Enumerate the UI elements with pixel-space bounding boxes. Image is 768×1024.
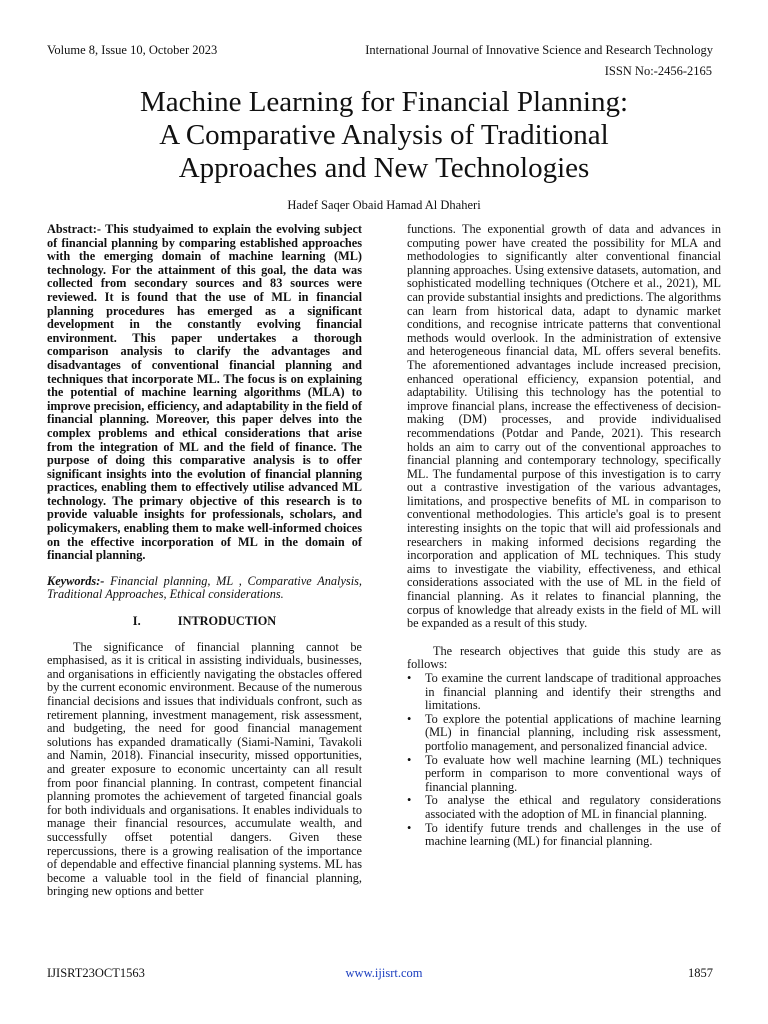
bullet-icon: • bbox=[407, 793, 412, 808]
journal-url-link[interactable]: www.ijisrt.com bbox=[345, 966, 423, 980]
right-column bbox=[407, 223, 721, 849]
author-name: Hadef Saqer Obaid Hamad Al Dhaheri bbox=[287, 198, 481, 212]
title-line: Approaches and New Technologies bbox=[178, 152, 590, 184]
abstract: Abstract:- This studyaimed to explain the evolving subject of financial planning by comparing established approaches with the emerging domain of machine learning (ML) technology. For the attainment of this goal, the data was collected from secondary sources and 83 sources were reviewed. It is found that the use of ML in financial planning procedures has emerged as a significant development in the constantly evolving financial environment. This paper undertakes a thorough comparison analysis to clarify the advantages and disadvantages of conventional financial planning and techniques that incorporate ML. The focus is on explaining the potential of machine learning algorithms (MLA) to improve precision, efficiency, and adaptability in the field of financial planning. Moreover, this paper delves into the complex problems and ethical considerations that arise from the integration of ML and the field of finance. The purpose of doing this comparative analysis is to offer significant insights into the evolution of financial planning practices, enabling them to effectively utilise advanced ML technology. The primary objective of this research is to provide valuable insights for professionals, scholars, and policymakers, enabling them to make well-informed choices on the effective incorporation of ML in the domain of financial planning. bbox=[47, 222, 362, 563]
page-number: 1857 bbox=[688, 966, 713, 980]
journal-name: International Journal of Innovative Science and Research Technology bbox=[365, 43, 713, 57]
paper-id: IJISRT23OCT1563 bbox=[47, 966, 145, 980]
issn-number: ISSN No:-2456-2165 bbox=[604, 64, 712, 78]
section-title: INTRODUCTION bbox=[177, 614, 277, 629]
bullet-icon: • bbox=[407, 711, 412, 726]
left-column bbox=[47, 223, 362, 899]
bullet-icon: • bbox=[407, 671, 412, 685]
objectives-intro: The research objectives that guide this study are as follows: bbox=[407, 643, 721, 672]
intro-paragraph: The significance of financial planning cannot be emphasised, as it is critical in assisting individuals, businesses, and organisations in efficiently navigating the obstacles offered by the current economic environment. Because of the numerous financial decisions and issues that individuals confront, such as retirement planning, investment management, risk assessment, and budgeting, the need for good financial management solutions has expanded dramatically (Siami-Namini, Tavakoli and Namin, 2018). Financial insecurity, missed opportunities, and greater exposure to economic uncertainty can all result from poor financial planning. In contrast, competent financial planning promotes the achievement of targeted financial goals for both individuals and organisations. It enables individuals to manage their financial resources, accumulate wealth, and successfully offset potential dangers. Given these repercussions, there is a growing realisation of the importance of dependable and effective financial planning systems. ML has become a valuable tool in the field of financial planning, bringing new options and better bbox=[47, 639, 362, 899]
bullet-icon: • bbox=[407, 752, 412, 767]
bullet-icon: • bbox=[407, 820, 412, 835]
list-item: • To explore the potential applications of machine learning (ML) in financial planning, including risk assessment, portfolio management, and personalized financial advice. bbox=[407, 711, 721, 753]
keywords-text: Financial planning, ML , Comparative Analysis, Traditional Approaches, Ethical considerations. bbox=[47, 573, 362, 602]
keywords bbox=[47, 575, 362, 602]
keywords-label: Keywords:- bbox=[47, 573, 105, 588]
volume-issue: Volume 8, Issue 10, October 2023 bbox=[47, 43, 218, 57]
list-item: • To analyse the ethical and regulatory considerations associated with the adoption of ML in financial planning. bbox=[407, 793, 721, 821]
list-item: • To identify future trends and challenges in the use of machine learning (ML) for financial planning. bbox=[407, 820, 721, 849]
section-number: I. bbox=[132, 614, 141, 629]
body-paragraph: functions. The exponential growth of data and advances in computing power have created the possibility for MLA and methodologies to significantly alter conventional financial planning approaches. Using extensive datasets, automation, and sophisticated modelling techniques (Otchere et al., 2021), ML can provide substantial insights and predictions. The algorithms can learn from historical data, adapt to dynamic market conditions, and recognise intricate patterns that conventional methods would overlook. In the administration of extensive and heterogeneous financial data, ML offers several benefits. The aforementioned advantages include increased precision, enhanced operational efficiency, expansion potential, and adaptability. Utilising this technology has the potential to improve financial plans, increase the effectiveness of decision-making (DM) processes, and provide individualised recommendations (Potdar and Pande, 2021). This research holds an aim to carry out of the conventional approaches to financial planning and contemporary technology, specifically ML. The fundamental purpose of this investigation is to carry out a contrastive investigation of the various advantages, limitations, and prospective benefits of ML in comparison to conventional methodologies. This article's goal is to present interesting insights on the topic that will aid professionals and researchers in making informed decisions regarding the incorporation and application of ML techniques. This study aims to investigate the viability, effectiveness, and ethical considerations associated with the use of ML in the field of financial planning. As it relates to financial planning, the corpus of knowledge that already exists in the field of ML will be expanded as a result of this study. bbox=[407, 222, 721, 631]
paper-title bbox=[40, 86, 728, 185]
title-line: Machine Learning for Financial Planning: bbox=[139, 86, 629, 118]
list-item: • To examine the current landscape of traditional approaches in financial planning and identify their strengths and limitations. bbox=[407, 671, 721, 713]
objectives-list bbox=[407, 672, 721, 849]
list-item: • To evaluate how well machine learning (ML) techniques perform in comparison to more conventional ways of financial planning. bbox=[407, 752, 721, 794]
section-heading bbox=[47, 615, 362, 629]
title-line: A Comparative Analysis of Traditional bbox=[159, 119, 609, 151]
